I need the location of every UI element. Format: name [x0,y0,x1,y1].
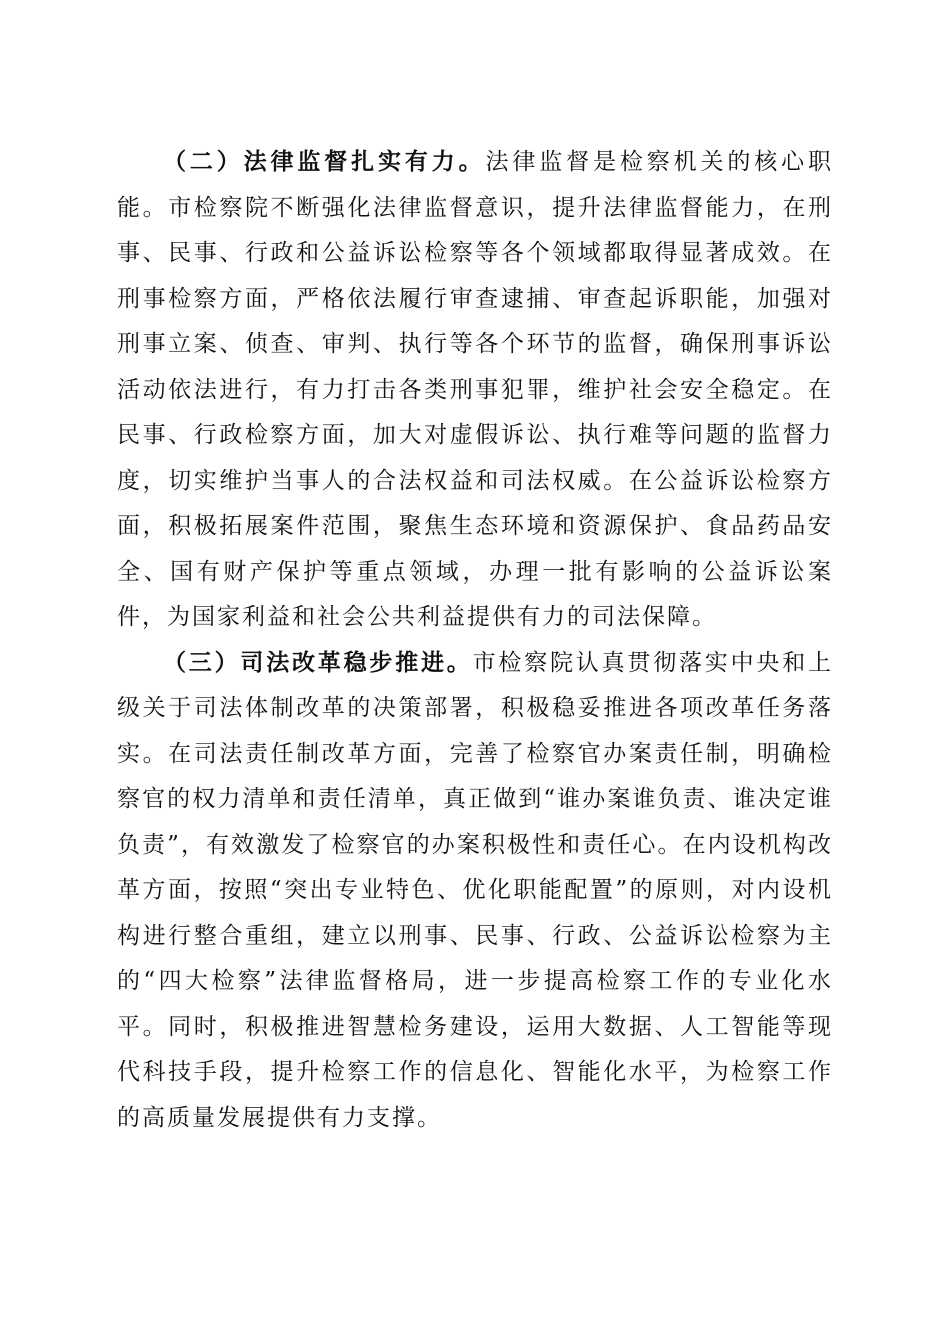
paragraph-legal-supervision [117,140,833,641]
paragraph-heading: （二）法律监督扎实有力。 [163,149,486,175]
paragraph-judicial-reform [117,641,833,1142]
paragraph-text: 市检察院认真贯彻落实中央和上级关于司法体制改革的决策部署，积极稳妥推进各项改革任务落实。在司法责任制改革方面，完善了检察官办案责任制，明确检察官的权力清单和责任清单，真正做到“谁办案谁负责、谁决定谁负责”，有效激发了检察官的办案积极性和责任心。在内设机构改革方面，按照“突出专业特色、优化职能配置”的原则，对内设机构进行整合重组，建立以刑事、民事、行政、公益诉讼检察为主的“四大检察”法律监督格局，进一步提高检察工作的专业化水平。同时，积极推进智慧检务建设，运用大数据、人工智能等现代科技手段，提升检察工作的信息化、智能化水平，为检察工作的高质量发展提供有力支撑。 [117,649,834,1131]
document-body [117,140,833,1141]
paragraph-text: 法律监督是检察机关的核心职能。市检察院不断强化法律监督意识，提升法律监督能力，在刑事、民事、行政和公益诉讼检察等各个领域都取得显著成效。在刑事检察方面，严格依法履行审查逮捕、审查起诉职能，加强对刑事立案、侦查、审判、执行等各个环节的监督，确保刑事诉讼活动依法进行，有力打击各类刑事犯罪，维护社会安全稳定。在民事、行政检察方面，加大对虚假诉讼、执行难等问题的监督力度，切实维护当事人的合法权益和司法权威。在公益诉讼检察方面，积极拓展案件范围，聚焦生态环境和资源保护、食品药品安全、国有财产保护等重点领域，办理一批有影响的公益诉讼案件，为国家利益和社会公共利益提供有力的司法保障。 [117,149,833,630]
paragraph-heading: （三）司法改革稳步推进。 [163,649,473,676]
